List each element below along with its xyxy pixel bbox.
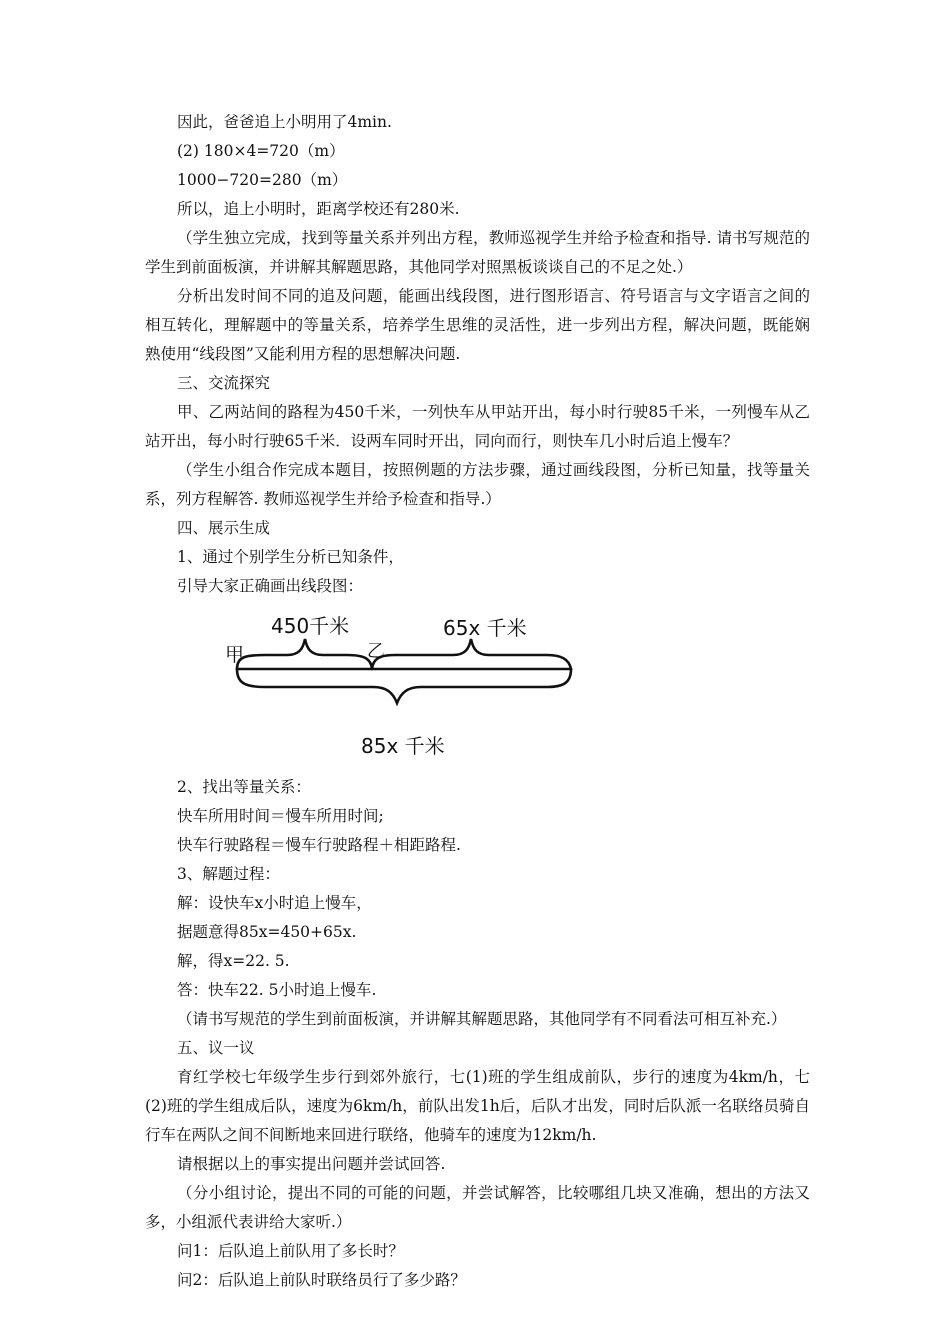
label-yi: 乙 bbox=[367, 641, 385, 662]
question: 问2：后队追上前队时联络员行了多少路？ bbox=[177, 1271, 466, 1289]
diagram-svg bbox=[225, 605, 585, 773]
paragraph: （学生独立完成，找到等量关系并列出方程，教师巡视学生并给予检查和指导. 请书写规范的学生到前面板演，并讲解其解题思路，其他同学对照黑板谈谈自己的不足之处.） bbox=[145, 229, 810, 276]
paragraph: 答：快车22. 5小时追上慢车. bbox=[177, 981, 377, 999]
problem-statement: 甲、乙两站间的路程为450千米，一列快车从甲站开出，每小时行驶85千米，一列慢车从乙站开出，每小时行驶65千米．设两车同时开出，同向而行，则快车几小时后追上慢车？ bbox=[145, 403, 810, 450]
section-heading: 四、展示生成 bbox=[177, 519, 271, 537]
brace-450 bbox=[237, 639, 372, 669]
paragraph: 1000−720=280（m） bbox=[177, 171, 348, 189]
brace-85x bbox=[237, 669, 571, 703]
paragraph: 引导大家正确画出线段图： bbox=[177, 577, 364, 595]
paragraph: (2) 180×4=720（m） bbox=[177, 142, 345, 160]
paragraph: 2、找出等量关系： bbox=[177, 778, 311, 796]
question: 问1：后队追上前队用了多长时？ bbox=[177, 1242, 404, 1260]
section-heading: 五、议一议 bbox=[177, 1039, 255, 1057]
label-450km: 450千米 bbox=[271, 614, 350, 638]
paragraph: 解：设快车x小时追上慢车， bbox=[177, 894, 372, 912]
paragraph: 解，得x=22. 5. bbox=[177, 952, 290, 970]
problem-statement: 育红学校七年级学生步行到郊外旅行，七(1)班的学生组成前队，步行的速度为4km/h，七(2)班的学生组成后队，速度为6km/h，前队出发1h后，后队才出发，同时后队派一名联络员骑自行车在两队之间不间断地来回进行联络，他骑车的速度为12km/h. bbox=[145, 1068, 810, 1144]
paragraph: 据题意得85x=450+65x. bbox=[177, 923, 357, 941]
brace-65x bbox=[372, 639, 571, 669]
paragraph: 所以，追上小明时，距离学校还有280米. bbox=[177, 200, 460, 218]
paragraph: 3、解题过程： bbox=[177, 865, 280, 883]
label-65x-km: 65x 千米 bbox=[443, 616, 527, 640]
paragraph: 快车所用时间＝慢车所用时间; bbox=[177, 807, 384, 825]
paragraph: 分析出发时间不同的追及问题，能画出线段图，进行图形语言、符号语言与文字语言之间的相互转化，理解题中的等量关系，培养学生思维的灵活性，进一步列出方程，解决问题，既能娴熟使用“线段图”又能利用方程的思想解决问题. bbox=[145, 287, 810, 363]
paragraph: 快车行驶路程＝慢车行驶路程＋相距路程. bbox=[177, 836, 461, 854]
label-jia: 甲 bbox=[225, 644, 245, 666]
paragraph: 请根据以上的事实提出问题并尝试回答. bbox=[177, 1155, 446, 1173]
line-segment-diagram bbox=[145, 601, 810, 773]
paragraph: （学生小组合作完成本题目，按照例题的方法步骤，通过画线段图，分析已知量，找等量关系，列方程解答. 教师巡视学生并给予检查和指导.） bbox=[145, 461, 810, 508]
paragraph: 因此，爸爸追上小明用了4min. bbox=[177, 113, 392, 131]
paragraph: （请书写规范的学生到前面板演，并讲解其解题思路，其他同学有不同看法可相互补充.） bbox=[177, 1010, 787, 1028]
paragraph: 1、通过个别学生分析已知条件， bbox=[177, 548, 404, 566]
paragraph: （分小组讨论，提出不同的可能的问题，并尝试解答，比较哪组几块又准确，想出的方法又多，小组派代表讲给大家听.） bbox=[145, 1184, 810, 1231]
document-body bbox=[145, 108, 810, 1295]
section-heading: 三、交流探究 bbox=[177, 374, 271, 392]
label-85x-km: 85x 千米 bbox=[361, 734, 445, 758]
